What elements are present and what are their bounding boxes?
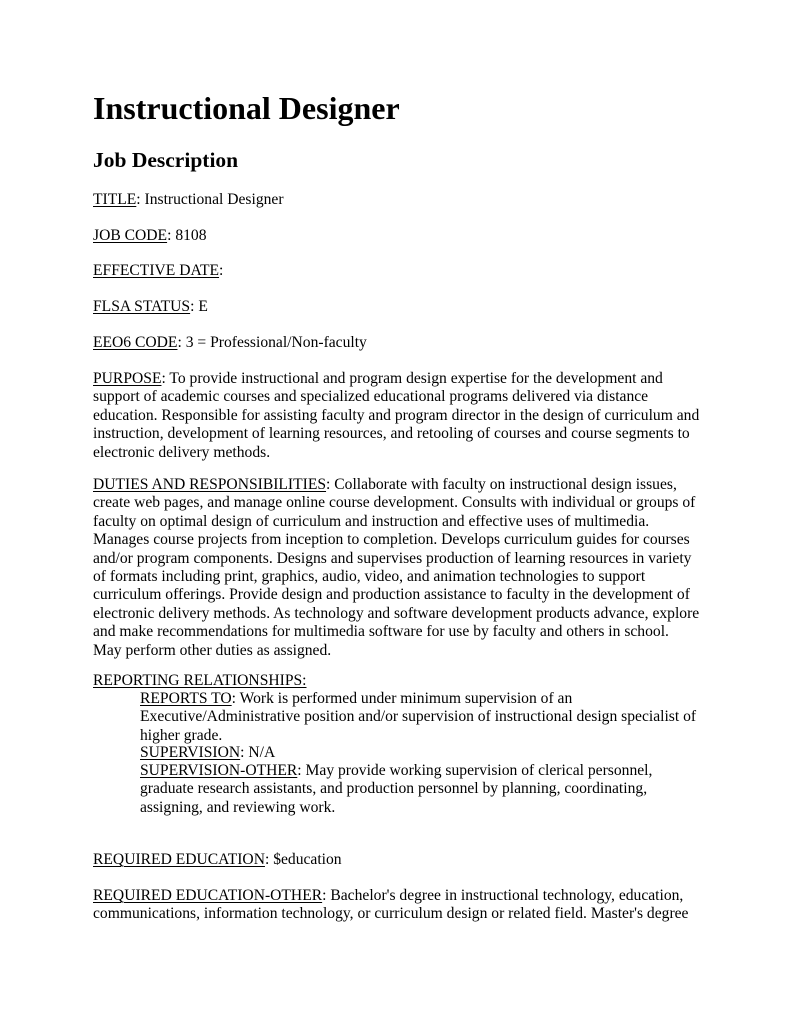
field-text-line: of formats including print, graphics, audio, video, and animation technologies to support — [93, 568, 646, 586]
field-separator: : — [167, 227, 176, 244]
field-label: DUTIES AND RESPONSIBILITIES — [93, 476, 327, 493]
field-text-line: higher grade. — [140, 726, 223, 744]
field-value: $education — [273, 851, 342, 868]
field-label: SUPERVISION — [140, 744, 241, 761]
field-job-code — [93, 227, 703, 245]
field-separator: : — [240, 744, 249, 761]
field-text-line: electronic delivery methods. As technology and software development products advance, explore — [93, 604, 700, 622]
field-separator: : — [322, 887, 331, 904]
field-eeo6-code — [93, 334, 703, 352]
field-text-line: education. Responsible for assisting faculty and program director in the design of curriculum and — [93, 406, 700, 424]
field-label: SUPERVISION-OTHER — [140, 762, 298, 779]
field-separator: : — [264, 851, 274, 868]
field-text-line: electronic delivery methods. — [93, 443, 271, 461]
field-required-education-other — [93, 887, 703, 924]
field-label: JOB CODE — [93, 227, 168, 244]
field-required-education — [93, 851, 703, 869]
field-text-line: and/or program components. Designs and supervises production of learning resources in variety — [93, 549, 692, 567]
field-flsa-status — [93, 298, 703, 316]
field-text-line: Work is performed under minimum supervision of an — [239, 690, 573, 707]
field-value: 3 = Professional/Non-faculty — [185, 334, 367, 351]
field-text-line: communications, information technology, or curriculum design or related field. Master's degree — [93, 905, 689, 923]
document-title: Instructional Designer — [93, 90, 400, 126]
field-title — [93, 191, 703, 209]
field-text-line: graduate research assistants, and production personnel by planning, coordinating, — [140, 780, 648, 798]
field-text-line: Executive/Administrative position and/or supervision of instructional design specialist of — [140, 708, 697, 726]
field-reporting-relationships — [93, 672, 703, 690]
field-label: REQUIRED EDUCATION — [93, 851, 265, 868]
field-text-line: support of academic courses and specialized educational programs delivered via distance — [93, 388, 649, 406]
field-separator: : — [219, 262, 224, 279]
field-text-line: May provide working supervision of clerical personnel, — [305, 762, 653, 779]
field-value: Instructional Designer — [144, 191, 284, 208]
field-label: EFFECTIVE DATE — [93, 262, 220, 279]
field-text-line: Collaborate with faculty on instructional design issues, — [334, 476, 677, 493]
field-text-line: faculty on optimal design of curriculum and instruction and effective uses of multimedia. — [93, 512, 650, 530]
field-label: REQUIRED EDUCATION-OTHER — [93, 887, 323, 904]
field-value: N/A — [248, 744, 276, 761]
field-text-line: create web pages, and manage online course development. Consults with individual or groups of — [93, 494, 696, 512]
field-duties — [93, 476, 703, 660]
field-separator: : — [231, 690, 240, 707]
field-label: EEO6 CODE — [93, 334, 178, 351]
field-text-line: To provide instructional and program design expertise for the development and — [169, 370, 663, 387]
document-subtitle: Job Description — [93, 148, 239, 172]
field-text-line: Bachelor's degree in instructional technology, education, — [330, 887, 684, 904]
field-reports-to — [140, 690, 720, 745]
field-text-line: curriculum offerings. Provide design and production assistance to faculty in the development of — [93, 586, 690, 604]
field-effective-date — [93, 262, 703, 280]
field-separator: : — [177, 334, 186, 351]
field-text-line: Manages course projects from inception to completion. Develops curriculum guides for courses — [93, 531, 690, 549]
field-separator: : — [190, 298, 199, 315]
field-text-line: and make recommendations for multimedia software for use by faculty and others in school. — [93, 623, 669, 641]
field-label: TITLE — [93, 191, 137, 208]
section-label: REPORTING RELATIONSHIPS: — [93, 672, 307, 689]
field-value: 8108 — [175, 227, 207, 244]
field-label: FLSA STATUS — [93, 298, 191, 315]
field-label: REPORTS TO — [140, 690, 232, 707]
field-text-line: May perform other duties as assigned. — [93, 641, 332, 659]
field-separator: : — [161, 370, 170, 387]
field-text-line: assigning, and reviewing work. — [140, 798, 336, 816]
field-value: E — [198, 298, 208, 315]
field-purpose — [93, 370, 703, 462]
field-text-line: instruction, development of learning resources, and retooling of courses and course segments to — [93, 425, 690, 443]
field-separator: : — [136, 191, 145, 208]
field-supervision — [140, 744, 720, 762]
field-separator: : — [297, 762, 306, 779]
field-supervision-other — [140, 762, 720, 817]
field-label: PURPOSE — [93, 370, 162, 387]
field-separator: : — [326, 476, 335, 493]
